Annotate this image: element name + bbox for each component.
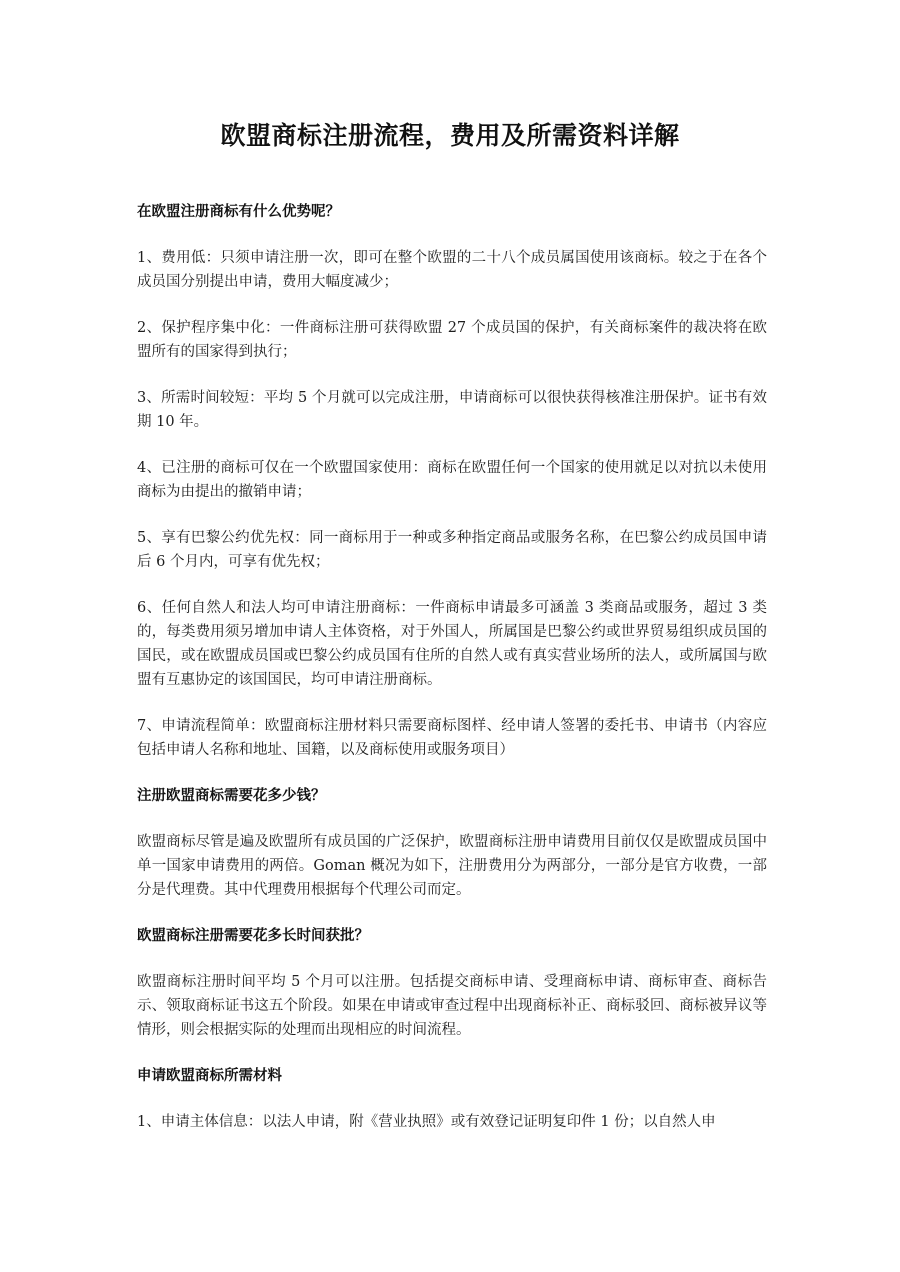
paragraph-advantage-7: 7、申请流程简单：欧盟商标注册材料只需要商标图样、经申请人签署的委托书、申请书（内容应包括申请人名称和地址、国籍，以及商标使用或服务项目） bbox=[137, 718, 767, 758]
section-heading-materials: 申请欧盟商标所需材料 bbox=[137, 1068, 282, 1084]
section-heading-duration: 欧盟商标注册需要花多长时间获批？ bbox=[137, 928, 369, 944]
paragraph-cost: 欧盟商标尽管是遍及欧盟所有成员国的广泛保护，欧盟商标注册申请费用目前仅仅是欧盟成员国中单一国家申请费用的两倍。Goman 概况为如下，注册费用分为两部分，一部分是官方收费，一部分是代理费。其中代理费用根据每个代理公司而定。 bbox=[137, 834, 767, 898]
paragraph-advantage-1: 1、费用低：只须申请注册一次，即可在整个欧盟的二十八个成员属国使用该商标。较之于在各个成员国分别提出申请，费用大幅度减少； bbox=[137, 250, 767, 290]
paragraph-duration: 欧盟商标注册时间平均 5 个月可以注册。包括提交商标申请、受理商标申请、商标审查、商标告示、领取商标证书这五个阶段。如果在申请或审查过程中出现商标补正、商标驳回、商标被异议等情形，则会根据实际的处理而出现相应的时间流程。 bbox=[137, 974, 767, 1038]
document-title: 欧盟商标注册流程，费用及所需资料详解 bbox=[220, 121, 680, 150]
document-body bbox=[137, 200, 767, 1134]
paragraph-advantage-3: 3、所需时间较短：平均 5 个月就可以完成注册，申请商标可以很快获得核准注册保护。证书有效期 10 年。 bbox=[137, 390, 767, 430]
section-heading-advantages: 在欧盟注册商标有什么优势呢？ bbox=[137, 204, 340, 220]
section-heading-cost: 注册欧盟商标需要花多少钱？ bbox=[137, 788, 326, 804]
paragraph-materials-1: 1、申请主体信息：以法人申请，附《营业执照》或有效登记证明复印件 1 份；以自然人申 bbox=[137, 1114, 716, 1130]
paragraph-advantage-6: 6、任何自然人和法人均可申请注册商标：一件商标申请最多可涵盖 3 类商品或服务，超过 3 类的，每类费用须另增加申请人主体资格，对于外国人，所属国是巴黎公约或世界贸易组织成员国的国民，或在欧盟成员国或巴黎公约成员国有住所的自然人或有真实营业场所的法人，或所属国与欧盟有互惠协定的该国国民，均可申请注册商标。 bbox=[137, 600, 767, 688]
paragraph-advantage-4: 4、已注册的商标可仅在一个欧盟国家使用：商标在欧盟任何一个国家的使用就足以对抗以未使用商标为由提出的撤销申请； bbox=[137, 460, 767, 500]
paragraph-advantage-5: 5、享有巴黎公约优先权：同一商标用于一种或多种指定商品或服务名称，在巴黎公约成员国申请后 6 个月内，可享有优先权； bbox=[137, 530, 767, 570]
paragraph-advantage-2: 2、保护程序集中化：一件商标注册可获得欧盟 27 个成员国的保护，有关商标案件的裁决将在欧盟所有的国家得到执行； bbox=[137, 320, 767, 360]
